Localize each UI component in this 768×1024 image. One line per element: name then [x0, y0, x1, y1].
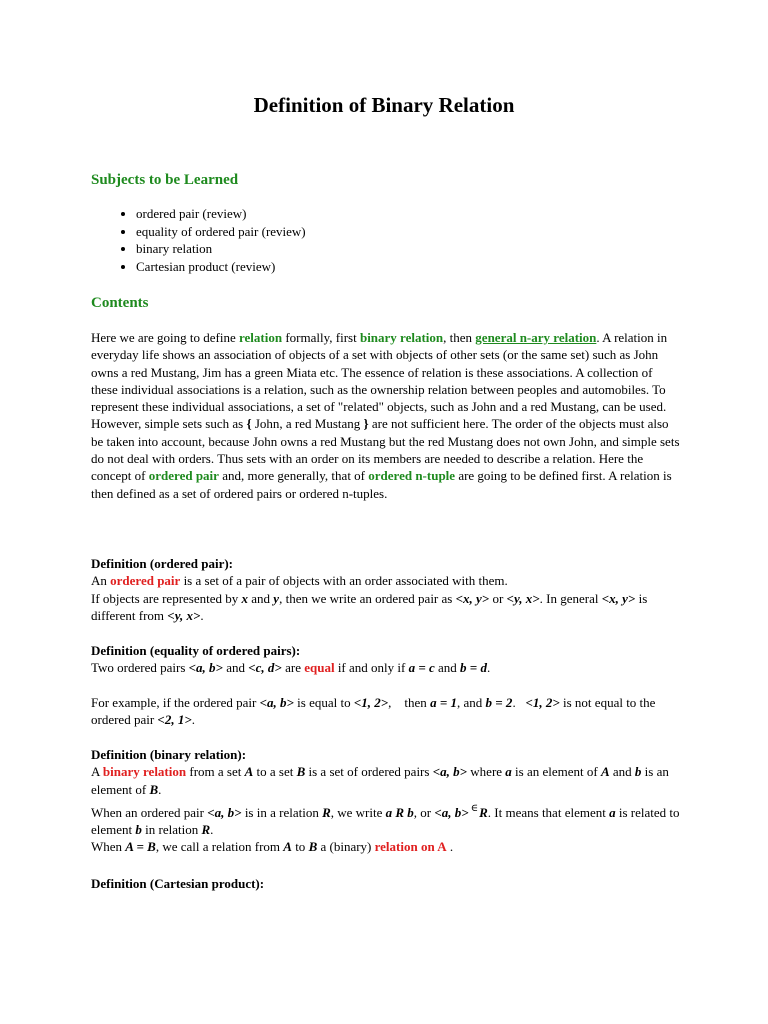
- definition-ordered-pair: [91, 555, 681, 624]
- definition-equality: [91, 642, 681, 677]
- math-var: A: [600, 764, 610, 780]
- term-binary-relation: binary relation: [102, 764, 187, 780]
- definition-title: Definition (binary relation):: [91, 747, 247, 762]
- text: if and only if: [334, 660, 409, 676]
- text: For example, if the ordered pair: [91, 695, 260, 710]
- math-pair: <1, 2>: [353, 695, 389, 710]
- text: and: [434, 660, 461, 676]
- text: is an element of: [511, 764, 601, 780]
- math-pair: <a, b>: [432, 764, 468, 780]
- text: is not equal to the ordered pair: [91, 695, 656, 728]
- text: .: [191, 712, 195, 728]
- math-var: a: [505, 764, 512, 780]
- definition-title: Definition (Cartesian product):: [91, 876, 265, 891]
- text: where: [467, 764, 506, 780]
- term-ordered-pair: ordered pair: [110, 573, 181, 589]
- definition-binary-relation: [91, 746, 681, 856]
- math-var: B: [308, 839, 318, 855]
- text: , then: [388, 695, 431, 710]
- text: .: [512, 695, 526, 710]
- math-pair: <y, x>: [167, 607, 201, 623]
- math-var: B: [296, 764, 306, 780]
- text: is a set of ordered pairs: [305, 764, 433, 780]
- text: and: [609, 764, 635, 780]
- text: a (binary): [317, 839, 375, 855]
- math-pair: <c, d>: [248, 660, 282, 676]
- text: and: [248, 590, 274, 606]
- element-of-symbol: ∈: [470, 802, 479, 814]
- math-var: y: [273, 590, 280, 606]
- keyword-binary-relation: binary relation: [359, 330, 444, 345]
- text: , then we write an ordered pair as: [279, 590, 456, 606]
- text: . It means that element: [487, 804, 610, 820]
- text: to a set: [253, 764, 297, 780]
- definition-line: [91, 659, 681, 676]
- link-general-nary-relation[interactable]: general n-ary relation: [475, 330, 597, 345]
- text: .: [158, 781, 162, 797]
- text: is related to element: [91, 804, 680, 838]
- list-item: • Cartesian product (review): [136, 258, 306, 276]
- math-pair: <2, 1>: [157, 712, 192, 728]
- subjects-heading: Subjects to be Learned: [91, 172, 239, 188]
- definition-cartesian-product: [91, 875, 681, 892]
- text: or: [489, 590, 507, 606]
- contents-paragraph: [91, 329, 681, 502]
- math-expr: A = B: [125, 839, 156, 855]
- math-var: x: [241, 590, 249, 606]
- definition-line: [91, 838, 681, 855]
- example-paragraph: [91, 694, 681, 729]
- text: is in a relation: [241, 804, 323, 820]
- math-pair: <a, b>: [188, 660, 223, 676]
- text: .: [200, 607, 204, 623]
- text: .: [486, 660, 491, 676]
- math-var: A: [283, 839, 292, 855]
- text: and: [222, 660, 249, 676]
- text: {: [246, 416, 252, 432]
- text: is an element of: [91, 764, 669, 797]
- definition-title: Definition (equality of ordered pairs):: [91, 643, 301, 658]
- text: formally, first: [282, 330, 360, 345]
- text: John, a red Mustang: [251, 416, 364, 432]
- math-var: R: [201, 822, 211, 838]
- math-pair: <a, b>: [259, 695, 294, 710]
- math-expr: b = 2: [485, 695, 513, 710]
- definition-line: [91, 800, 681, 839]
- text: , then: [443, 330, 476, 345]
- text: When: [91, 839, 126, 855]
- definition-title: Definition (ordered pair):: [91, 556, 234, 571]
- text: , we call a relation from: [155, 839, 284, 855]
- math-var: A: [244, 764, 254, 780]
- math-expr: a = c: [408, 660, 435, 676]
- text: }: [363, 416, 369, 432]
- text: to: [291, 839, 309, 855]
- math-var: R: [479, 804, 488, 820]
- text: is a set of a pair of objects with an order associated with them.: [180, 573, 508, 589]
- math-var: B: [149, 781, 159, 797]
- text: An: [91, 573, 111, 589]
- text: are: [281, 660, 305, 676]
- text: If objects are represented by: [91, 590, 242, 606]
- math-pair: <1, 2>: [525, 695, 560, 710]
- keyword-ordered-pair: ordered pair: [148, 468, 219, 484]
- math-var: b: [634, 764, 642, 780]
- math-pair: <a, b>: [434, 804, 469, 820]
- list-item: • ordered pair (review): [136, 205, 306, 223]
- text: Two ordered pairs: [91, 660, 189, 676]
- math-pair: <a, b>: [207, 804, 242, 820]
- text: .: [446, 839, 454, 855]
- text: , and: [456, 695, 486, 710]
- math-pair: <x, y>: [455, 590, 490, 606]
- math-expr: a R b: [385, 804, 414, 820]
- text: in relation: [141, 822, 202, 838]
- definition-line: [91, 590, 681, 625]
- text: . A relation in everyday life shows an association of objects of a set with objects of other sets (or the same set) such as John owns a red Mustang, Jim has a green Miata etc. The essence of relation is these associations. A collection of these individual associations is a relation, such as the ownership relation between peoples and automobiles. To represent these individual associations, a set of "related" objects, such as John and a red Mustang, can be used. However, simple sets such as: [91, 330, 668, 432]
- math-var: R: [322, 804, 331, 820]
- math-pair: <x, y>: [601, 590, 636, 606]
- text: are not sufficient here. The order of the objects must also be taken into account, because John owns a red Mustang but the red Mustang does not own John, and simple sets do not deal with orders. Thus sets with an order on its members are needed to describe a relation. Here the concept of: [91, 416, 680, 484]
- list-item: • binary relation: [136, 240, 306, 258]
- text: A: [91, 764, 103, 780]
- text: from a set: [186, 764, 245, 780]
- text: When an ordered pair: [91, 804, 208, 820]
- term-equal: equal: [304, 660, 335, 676]
- text: is equal to: [293, 695, 354, 710]
- math-expr: b = d: [460, 660, 487, 676]
- text: are going to be defined first. A relation is then defined as a set of ordered pairs or ordered n-tuples.: [91, 468, 672, 501]
- text: , or: [413, 804, 435, 820]
- term-relation-on-a: relation on A: [374, 839, 447, 855]
- math-expr: a = 1: [430, 695, 457, 710]
- contents-heading: Contents: [91, 295, 149, 311]
- math-var: b: [135, 822, 142, 838]
- definition-line: [91, 763, 681, 798]
- text: and, more generally, that of: [218, 468, 369, 484]
- list-item: • equality of ordered pair (review): [136, 223, 306, 241]
- text: is different from: [91, 590, 648, 623]
- math-var: a: [609, 804, 616, 820]
- keyword-relation: relation: [239, 330, 283, 345]
- text: Here we are going to define: [91, 330, 239, 345]
- subjects-list: [91, 205, 306, 275]
- text: . In general: [539, 590, 602, 606]
- page-title: Definition of Binary Relation: [253, 93, 515, 117]
- text: .: [210, 822, 214, 838]
- math-pair: <y, x>: [506, 590, 540, 606]
- definition-line: [91, 572, 681, 589]
- text: , we write: [330, 804, 386, 820]
- keyword-ordered-ntuple: ordered n-tuple: [368, 468, 456, 484]
